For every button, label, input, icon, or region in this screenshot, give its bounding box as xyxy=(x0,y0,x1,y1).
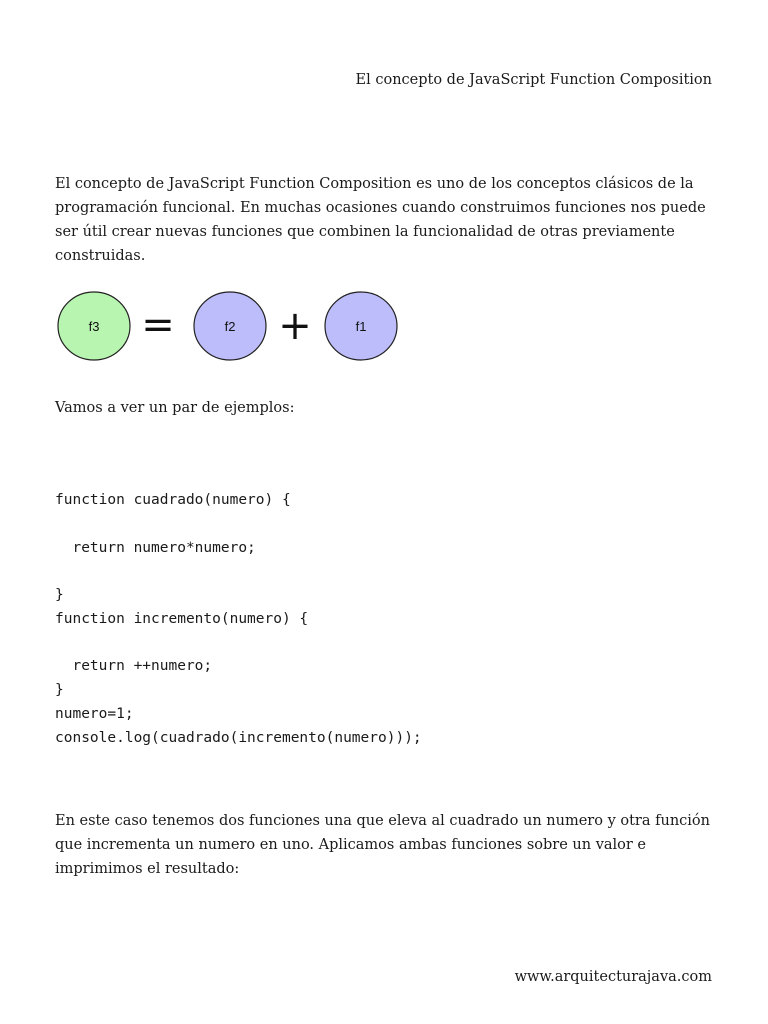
f3-label: f3 xyxy=(88,319,100,334)
code-line: function incremento(numero) { xyxy=(55,611,309,627)
code-line: console.log(cuadrado(incremento(numero))); xyxy=(55,730,422,746)
explanation-paragraph: En este caso tenemos dos funciones una que eleva al cuadrado un numero y otra función que incrementa un numero en uno. Aplicamos ambas funciones sobre un valor e imprimimos el resultado: xyxy=(55,813,710,877)
examples-intro: Vamos a ver un par de ejemplos: xyxy=(55,400,295,416)
composition-diagram xyxy=(55,290,405,365)
intro-paragraph: El concepto de JavaScript Function Composition es uno de los conceptos clásicos de la programación funcional. En muchas ocasiones cuando construimos funciones nos puede ser útil crear nuevas funciones que combinen la funcionalidad de otras previamente construidas. xyxy=(55,176,706,264)
code-line: return numero*numero; xyxy=(55,540,256,556)
code-line: numero=1; xyxy=(55,706,134,722)
plus-sign: + xyxy=(278,303,312,349)
code-line: } xyxy=(55,587,64,603)
footer-url: www.arquitecturajava.com xyxy=(514,969,712,985)
code-line: function cuadrado(numero) { xyxy=(55,492,291,508)
page-header-title: El concepto de JavaScript Function Composition xyxy=(355,72,712,88)
code-line: return ++numero; xyxy=(55,658,213,674)
code-line: } xyxy=(55,682,64,698)
f1-label: f1 xyxy=(355,319,367,334)
f2-label: f2 xyxy=(224,319,236,334)
equals-sign: = xyxy=(141,302,175,348)
